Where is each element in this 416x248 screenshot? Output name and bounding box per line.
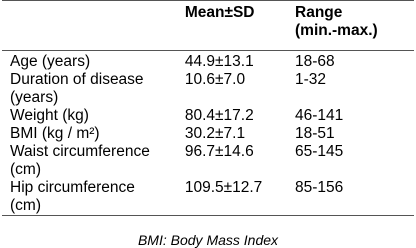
table-row — [2, 125, 414, 143]
table-row — [2, 51, 414, 72]
table-row — [2, 107, 414, 125]
header-mean-sd: Mean±SD — [184, 4, 255, 21]
header-label — [2, 1, 181, 51]
row-range: 65-145 — [295, 143, 344, 160]
row-range: 18-68 — [295, 53, 335, 70]
table-row — [2, 179, 414, 216]
table-header — [2, 1, 414, 51]
row-label: BMI (kg / m²) — [10, 125, 100, 142]
row-mean-sd: 10.6±7.0 — [184, 71, 246, 88]
row-label: Waist circumference (cm) — [10, 143, 150, 178]
table-body — [2, 51, 414, 216]
header-range — [291, 1, 414, 51]
row-label: Hip circumference (cm) — [10, 179, 135, 214]
header-range-text: Range (min.-max.) — [295, 4, 378, 39]
row-mean-sd: 109.5±12.7 — [184, 179, 263, 196]
table-footnote: BMI: Body Mass Index — [137, 232, 279, 248]
row-mean-sd: 30.2±7.1 — [184, 125, 246, 142]
table-row — [2, 143, 414, 179]
row-range: 85-156 — [295, 179, 344, 196]
stats-table — [2, 0, 414, 216]
row-label: Weight (kg) — [10, 107, 89, 124]
row-mean-sd: 96.7±14.6 — [184, 143, 254, 160]
table-row — [2, 71, 414, 107]
header-row — [2, 1, 414, 51]
row-range: 1-32 — [295, 71, 327, 88]
row-label: Age (years) — [10, 53, 91, 70]
row-range: 46-141 — [295, 107, 344, 124]
row-mean-sd: 80.4±17.2 — [184, 107, 254, 124]
row-range: 18-51 — [295, 125, 335, 142]
row-label: Duration of disease (years) — [10, 71, 144, 106]
row-mean-sd: 44.9±13.1 — [184, 53, 254, 70]
